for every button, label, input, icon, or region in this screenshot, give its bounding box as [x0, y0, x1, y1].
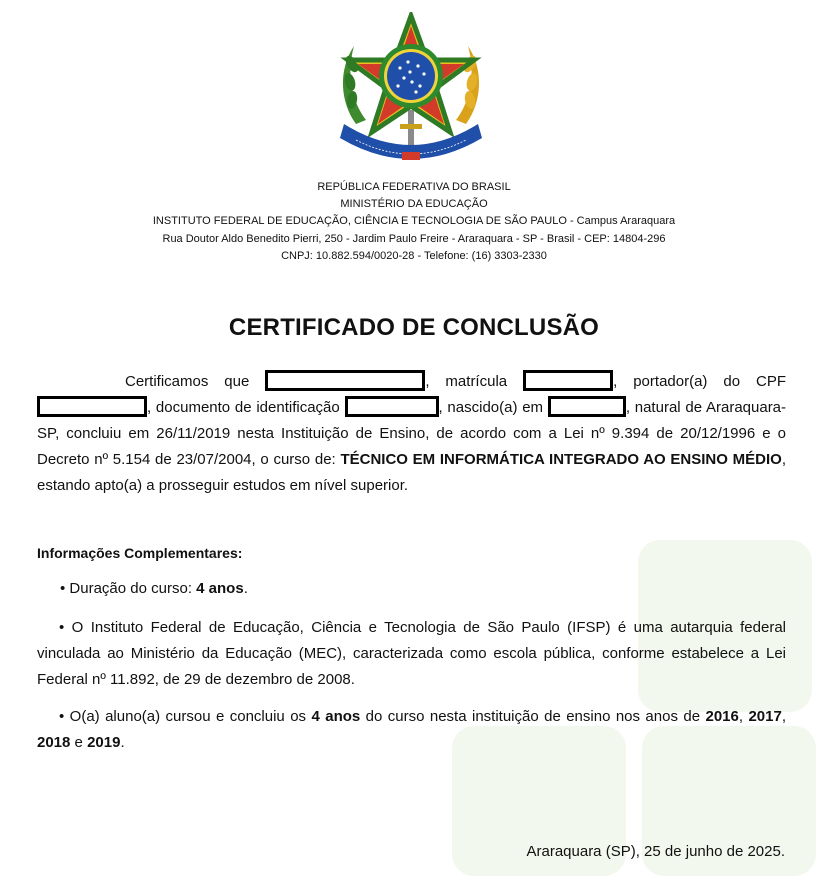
course-name: TÉCNICO EM INFORMÁTICA INTEGRADO AO ENSINO MÉDIO — [340, 451, 782, 468]
body-text: , nascido(a) em — [438, 399, 544, 416]
info-title: Informações Complementares: — [37, 545, 243, 561]
document-title: CERTIFICADO DE CONCLUSÃO — [228, 314, 600, 341]
years-count: 4 anos — [311, 708, 361, 725]
coat-of-arms-icon — [336, 12, 486, 164]
bullet-text: • Duração do curso: — [60, 580, 192, 597]
separator: . — [120, 734, 125, 751]
info-bullet-ifsp — [37, 615, 786, 693]
info-bullet-years — [37, 704, 786, 756]
separator: , — [738, 708, 744, 725]
body-text: , natural de Araraquara-SP, concluiu em 26/11/2019 nesta Instituição de Ensino, de acordo com a Lei nº 9.394 de 20/12/1996 e o Decreto nº 5.154 de 23/07/2004, o curso de: — [37, 399, 787, 468]
duration-value: 4 anos — [196, 580, 244, 597]
year-2016: 2016 — [705, 708, 739, 725]
body-text: Certificamos que — [125, 373, 250, 390]
header-institute: INSTITUTO FEDERAL DE EDUCAÇÃO, CIÊNCIA E TECNOLOGIA DE SÃO PAULO - Campus Araraquara — [152, 215, 676, 228]
redacted-id-document — [345, 396, 439, 417]
redacted-name — [265, 370, 425, 391]
body-text: , documento de identificação — [147, 399, 340, 416]
redacted-registration — [523, 370, 613, 391]
year-2018: 2018 — [37, 734, 71, 751]
body-text: , estando apto(a) a prosseguir estudos em nível superior. — [37, 451, 786, 494]
redacted-birth-date — [548, 396, 626, 417]
header-ministry: MINISTÉRIO DA EDUCAÇÃO — [340, 198, 488, 211]
bullet-text: do curso nesta instituição de ensino nos anos de — [365, 708, 701, 725]
header-cnpj: CNPJ: 10.882.594/0020-28 - Telefone: (16) 3303-2330 — [281, 249, 547, 262]
issue-date: Araraquara (SP), 25 de junho de 2025. — [526, 843, 785, 860]
info-bullet-duration — [60, 576, 788, 602]
bullet-text: • O Instituto Federal de Educação, Ciência e Tecnologia de São Paulo (IFSP) é uma autarquia federal vinculada ao Ministério da Educação (MEC), caracterizada como escola pública, conforme estabelece a Lei Federal nº 11.892, de 29 de dezembro de 2008. — [37, 619, 786, 688]
institution-header — [0, 179, 828, 265]
separator: e — [74, 734, 83, 751]
body-text: , portador(a) do CPF — [613, 373, 787, 390]
separator: , — [781, 708, 786, 725]
year-2017: 2017 — [748, 708, 782, 725]
header-republic: REPÚBLICA FEDERATIVA DO BRASIL — [317, 181, 511, 193]
redacted-cpf — [37, 396, 147, 417]
body-text: , matrícula — [425, 373, 508, 390]
header-address: Rua Doutor Aldo Benedito Pierri, 250 - Jardim Paulo Freire - Araraquara - SP - Brasil - CEP: 14804-296 — [162, 232, 666, 245]
certificate-paragraph — [37, 369, 786, 499]
bullet-text: • O(a) aluno(a) cursou e concluiu os — [59, 708, 307, 725]
bullet-text: . — [243, 580, 248, 597]
year-2019: 2019 — [87, 734, 121, 751]
